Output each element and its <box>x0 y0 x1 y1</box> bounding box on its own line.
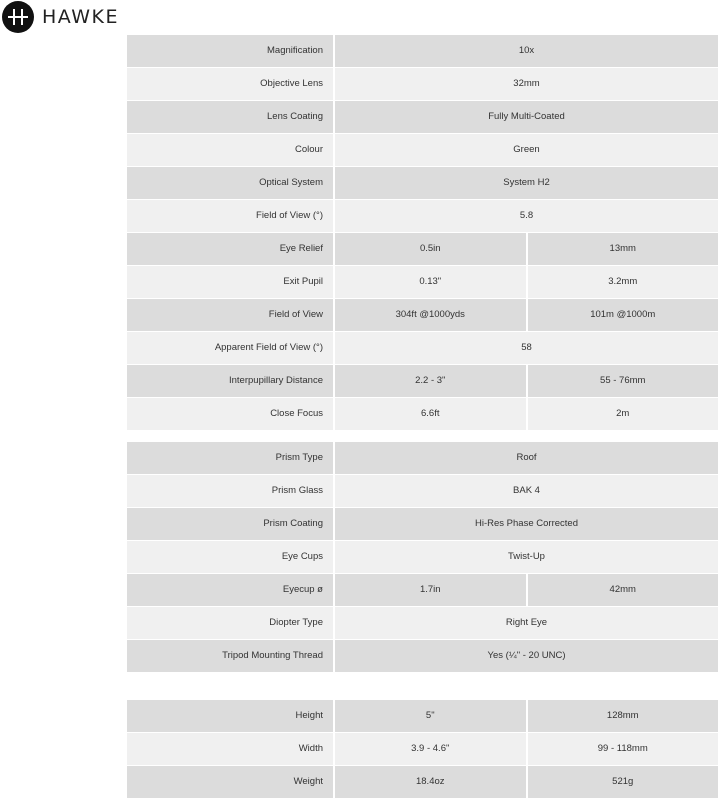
spec-label: Exit Pupil <box>127 266 333 298</box>
spec-label: Colour <box>127 134 333 166</box>
spec-label: Apparent Field of View (°) <box>127 332 333 364</box>
spec-row <box>127 398 718 430</box>
spec-value: 32mm <box>335 68 718 100</box>
spec-row <box>127 365 718 397</box>
spec-label: Eye Cups <box>127 541 333 573</box>
spec-row <box>127 508 718 540</box>
spec-value: 101m @1000m <box>528 299 719 331</box>
spec-row <box>127 266 718 298</box>
spec-row <box>127 766 718 798</box>
spec-value: 10x <box>335 35 718 67</box>
spec-value: BAK 4 <box>335 475 718 507</box>
spec-value: 304ft @1000yds <box>335 299 526 331</box>
spec-value: 3.9 - 4.6" <box>335 733 526 765</box>
hawke-logo-icon <box>2 1 34 33</box>
spec-row <box>127 134 718 166</box>
spec-row <box>127 574 718 606</box>
prism-spec-table <box>127 442 718 673</box>
spec-label: Height <box>127 700 333 732</box>
spec-row <box>127 475 718 507</box>
spec-label: Lens Coating <box>127 101 333 133</box>
spec-value: System H2 <box>335 167 718 199</box>
spec-label: Eye Relief <box>127 233 333 265</box>
spec-value: Green <box>335 134 718 166</box>
spec-row <box>127 200 718 232</box>
spec-row <box>127 607 718 639</box>
spec-label: Field of View <box>127 299 333 331</box>
spec-label: Weight <box>127 766 333 798</box>
brand-logo <box>2 0 119 34</box>
spec-row <box>127 101 718 133</box>
spec-value: 521g <box>528 766 719 798</box>
spec-value: 58 <box>335 332 718 364</box>
spec-label: Width <box>127 733 333 765</box>
spec-value: 99 - 118mm <box>528 733 719 765</box>
spec-value: 0.13" <box>335 266 526 298</box>
spec-value: 0.5in <box>335 233 526 265</box>
spec-row <box>127 700 718 732</box>
spec-row <box>127 167 718 199</box>
spec-row <box>127 733 718 765</box>
spec-value: 3.2mm <box>528 266 719 298</box>
spec-label: Prism Coating <box>127 508 333 540</box>
spec-label: Prism Glass <box>127 475 333 507</box>
spec-value: Right Eye <box>335 607 718 639</box>
spec-row <box>127 332 718 364</box>
spec-value: 55 - 76mm <box>528 365 719 397</box>
spec-value: 1.7in <box>335 574 526 606</box>
spec-label: Interpupillary Distance <box>127 365 333 397</box>
spec-label: Close Focus <box>127 398 333 430</box>
spec-row <box>127 442 718 474</box>
spec-row <box>127 35 718 67</box>
spec-label: Diopter Type <box>127 607 333 639</box>
dimensions-spec-table <box>127 700 718 799</box>
spec-label: Optical System <box>127 167 333 199</box>
spec-value: 2.2 - 3" <box>335 365 526 397</box>
spec-value: 42mm <box>528 574 719 606</box>
spec-label: Field of View (°) <box>127 200 333 232</box>
spec-label: Objective Lens <box>127 68 333 100</box>
spec-value: Hi-Res Phase Corrected <box>335 508 718 540</box>
spec-label: Tripod Mounting Thread <box>127 640 333 672</box>
brand-name: HAWKE <box>42 6 119 28</box>
spec-value: Yes (¼" - 20 UNC) <box>335 640 718 672</box>
spec-value: Fully Multi-Coated <box>335 101 718 133</box>
spec-value: 5.8 <box>335 200 718 232</box>
spec-value: Twist-Up <box>335 541 718 573</box>
spec-row <box>127 233 718 265</box>
spec-value: 13mm <box>528 233 719 265</box>
spec-row <box>127 541 718 573</box>
spec-label: Eyecup ø <box>127 574 333 606</box>
spec-value: Roof <box>335 442 718 474</box>
spec-label: Magnification <box>127 35 333 67</box>
spec-value: 18.4oz <box>335 766 526 798</box>
spec-value: 5" <box>335 700 526 732</box>
optics-spec-table <box>127 35 718 431</box>
spec-row <box>127 299 718 331</box>
spec-value: 128mm <box>528 700 719 732</box>
spec-value: 2m <box>528 398 719 430</box>
spec-row <box>127 640 718 672</box>
spec-row <box>127 68 718 100</box>
spec-value: 6.6ft <box>335 398 526 430</box>
spec-label: Prism Type <box>127 442 333 474</box>
